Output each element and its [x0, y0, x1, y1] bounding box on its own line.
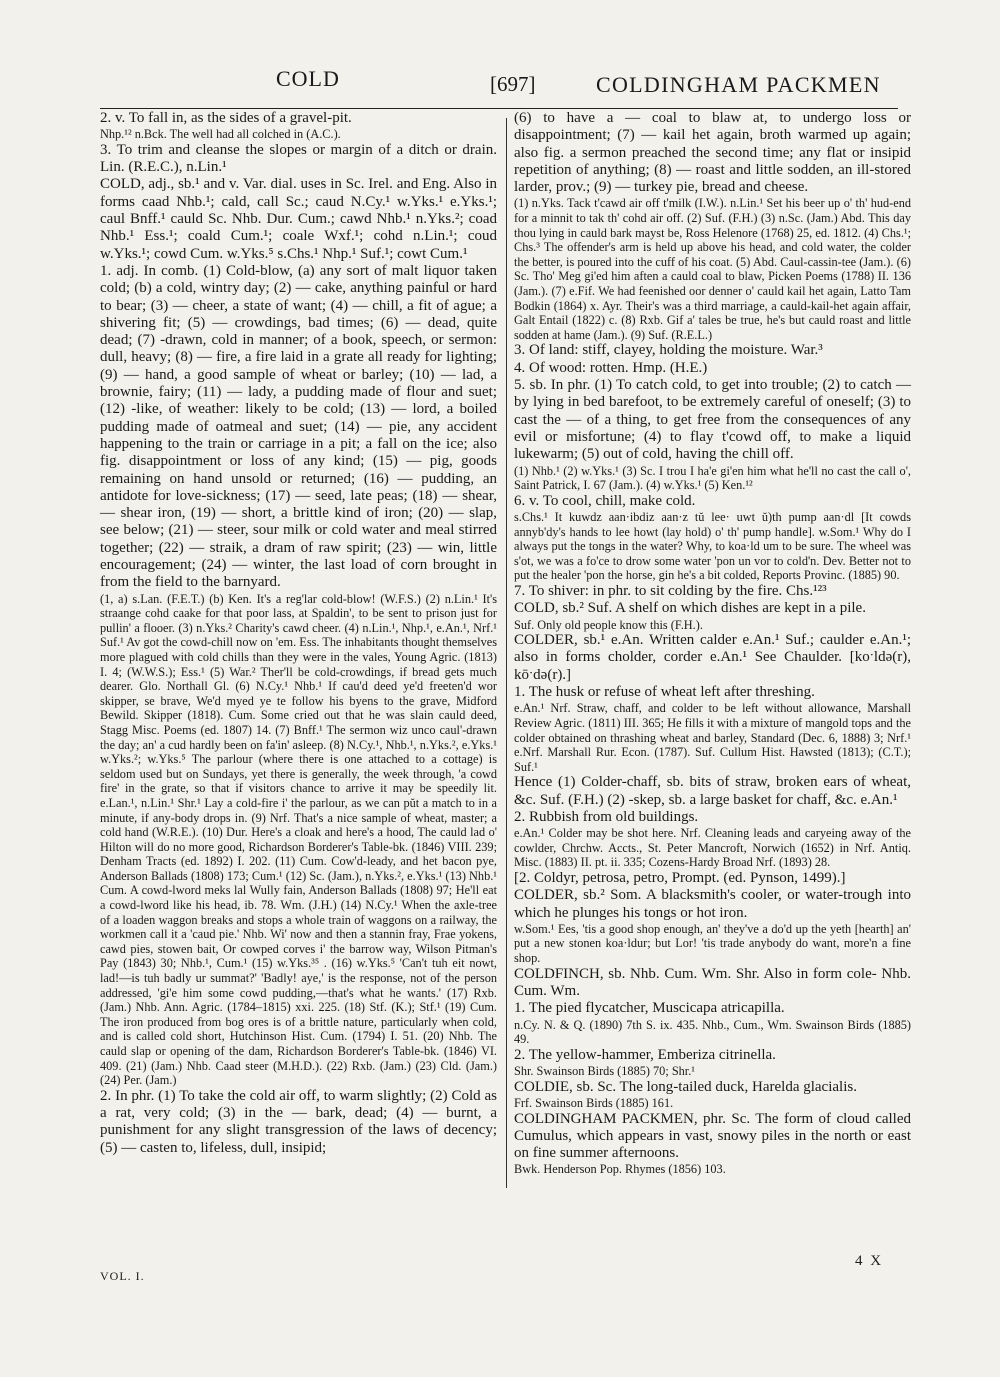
definition-paragraph: 7. To shiver: in phr. to sit colding by the fire. Chs.¹²³ [514, 582, 827, 599]
running-head-right: COLDINGHAM PACKMEN [596, 72, 881, 97]
definition-paragraph: COLDIE, sb. Sc. The long-tailed duck, Harelda glacialis. [514, 1078, 857, 1095]
column-divider [506, 118, 507, 1188]
signature-mark: 4 X [855, 1253, 884, 1269]
citation-paragraph: (1) n.Yks. Tack t'cawd air off t'milk (I.W.). n.Lin.¹ Set his beer up o' th' hud-end for a minnit to tak th' cohd air off. (2) Suf. (F.H.) (3) n.Sc. (Jam.) Abd. This day thou lying in cauld bark mayst be, Ross Helenore (1768) 25, ed. 1812. (4) Chs.¹; Chs.³ The offender's arm is held up above his head, and cold water, the colder the better, is poured into the cuff of his coat. (5) Abd. Caul-cassin-tee (Jam.). (6) Sc. Tho' Meg gi'ed him aften a cauld coal to blaw, Picken Poems (1788) II. 136 (Jam.). (7) e.Fif. We had feenished oor denner o' cauld kail het again, Latto Tam Bodkin (1864) x. Ayr. Their's was a third marriage, a cauld-kail-het again affair, Galt Entail (1822) c. (8) Rxb. Gif a' tales be true, he's but cauld roast and little sodden at hame (Jam.). (9) Suf. (R.E.L.) [514, 196, 911, 342]
definition-paragraph: 6. v. To cool, chill, make cold. [514, 492, 696, 509]
running-head-left: COLD [276, 66, 340, 91]
definition-paragraph: COLD, adj., sb.¹ and v. Var. dial. uses in Sc. Irel. and Eng. Also in forms caad Nhb.¹; cald, call Sc.; caud N.Cy.¹ w.Yks.¹ e.Yks.¹; caul Bnff.¹ cauld Sc. Nhb. Dur. Cum.; cawd Nhb.¹ n.Yks.²; coad Nhb.¹ Ess.¹; coald Cum.¹; coale Wxf.¹; cohd n.Lin.¹; coud w.Yks.¹; cowd Cum. w.Yks.⁵ s.Chs.¹ Nhp.¹ Suf.¹; cowt Cum.¹ [100, 176, 497, 262]
citation-paragraph: Nhp.¹² n.Bck. The well had all colched in (A.C.). [100, 127, 341, 142]
citation-paragraph: Bwk. Henderson Pop. Rhymes (1856) 103. [514, 1162, 726, 1177]
definition-paragraph: COLDFINCH, sb. Nhb. Cum. Wm. Shr. Also in form cole- Nhb. Cum. Wm. [514, 965, 911, 999]
definition-paragraph: 2. v. To fall in, as the sides of a gravel-pit. [100, 110, 352, 126]
definition-paragraph: [2. Coldyr, petrosa, petro, Prompt. (ed. Pynson, 1499).] [514, 869, 846, 886]
right-column [514, 110, 911, 1177]
definition-paragraph: 1. adj. In comb. (1) Cold-blow, (a) any sort of malt liquor taken cold; (b) a cold, wintry day; (2) — cake, anything painful or hard to bear; (3) — cheer, a state of want; (4) — chill, a fit of ague; a shivering fit; (5) — crowdings, bad times; (6) — dead, quite dead; (7) -drawn, cold in manner; of a book, speech, or sermon: dull, heavy; (8) — fire, a fire laid in a grate all ready for lighting; (9) — hand, a good sample of wheat or barley; (10) — lad, a brownie, fairy; (11) — lady, a pudding made of flour and suet; (12) -like, of weather: likely to be cold; (13) — lord, a boiled pudding made of oatmeal and suet; (14) — pie, any accident happening to the train or carriage in a pit; a fall on the ice; also fig. disappointment or loss of any kind; (15) — pig, goods remaining on hand unsold or returned; (16) — pudding, an antidote for love-sickness; (17) — seed, late peas; (18) — shear, — shear iron, (19) — short, a brittle kind of iron; (20) — slap, see below; (21) — steer, sour milk or cold water and meal stirred together; (22) — straik, a dram of raw spirit; (23) — win, little encouragement; (24) — winter, the last load of corn brought in from the field to the barnyard. [100, 262, 497, 591]
citation-paragraph: n.Cy. N. & Q. (1890) 7th S. ix. 435. Nhb., Cum., Wm. Swainson Birds (1885) 49. [514, 1017, 911, 1047]
definition-paragraph: 3. To trim and cleanse the slopes or margin of a ditch or drain. Lin. (R.E.C.), n.Lin.¹ [100, 141, 497, 176]
definition-paragraph: COLDINGHAM PACKMEN, phr. Sc. The form of cloud called Cumulus, which appears in vast, snowy piles in the north or east on fine summer afternoons. [514, 1110, 911, 1162]
volume-label: VOL. I. [100, 1269, 145, 1283]
definition-paragraph: 3. Of land: stiff, clayey, holding the moisture. War.³ [514, 342, 823, 359]
citation-paragraph: e.An.¹ Colder may be shot here. Nrf. Cleaning leads and caryeing away of the cowlder, Chrchw. Accts., St. Peter Mancroft, Norwich (1652) in Nrf. Antiq. Misc. (1883) II. pt. ii. 335; Cozens-Hardy Broad Nrf. (1893) 28. [514, 826, 911, 870]
citation-paragraph: w.Som.¹ Ees, 'tis a good shop enough, an' they've a do'd up the yeth [hearth] an' put a new stonen koa·ldur; but Lor! 'tis trade anybody do want, more'n a fine shop. [514, 921, 911, 966]
definition-paragraph: Hence (1) Colder-chaff, sb. bits of straw, broken ears of wheat, &c. Suf. (F.H.) (2) -skep, sb. a large basket for chaff, &c. e.An.¹ [514, 774, 911, 808]
citation-paragraph: (1, a) s.Lan. (F.E.T.) (b) Ken. It's a reg'lar cold-blow! (W.F.S.) (2) n.Lin.¹ It's straange cohd caake for that poor lass, at Spaldin', to be sent to prison just for pullin' a flooer. (3) n.Yks.² Charity's cawd cheer. (4) n.Lin.¹, Nhp.¹, e.An.¹, Nrf.¹ Suf.¹ Av got the cowd-chill now on 'em. Ess. The inhabitants thought themselves more plagued with cold chills than they were in the vales, Young Agric. (1813) I. 4; (W.W.S.); Ess.¹ (5) War.² Ther'll be cold-crowdings, if bread gets much dearer. Glo. Northall Gl. (6) N.Cy.¹ Nhb.¹ If cau'd deed ye'd freeten'd wor skipper, se brave, We'd myed ye te follow his byens to the grave, Midford Bewild. Skipper (1818). Cum. Some cried out that he was slain cauld deed, Stagg Misc. Poems (ed. 1807) 14. (7) Bnff.¹ The sermon wiz unco caul'-drawn the day; an' a cud hardly been on fa'in' asleep. (8) N.Cy.¹, Nhb.¹, n.Yks.², e.Yks.¹ w.Yks.²; w.Yks.⁵ The parlour (where there is one attached to a cottage) is seldom used but on Sundays, yet there is generally, the week through, 'a cowd fire' in the grate, so that if visitors chance to arrive it may be speedily lit. e.Lan.¹, n.Lin.¹ Shr.¹ Lay a cold-fire i' the parlour, as we can pŭt a match to in a minute, if any-body drops in. (9) Nrf. That's a nice sample of wheat, master; a cold hand (W.R.E.). (10) Dur. Here's a cloak and here's a hood, The cauld lad o' Hilton will do no more good, Richardson Borderer's Table-bk. (1846) VIII. 239; Denham Tracts (ed. 1892) I. 202. (11) Cum. Cow'd-leady, and het bacon pye, Anderson Ballads (1808) 173; Cum.¹ (12) Sc. (Jam.), n.Yks.², e.Yks.¹ (13) Nhb.¹ Cum. A cowd-lword meks lal Wully fain, Anderson Ballads (1808) 97; He'll eat a cowd-lword like his head, ib. 78. Wm. (J.H.) (14) N.Cy.¹ When the axle-tree of a loaden waggon breaks and stops a whole train of waggons on a railway, the workmen call it a 'caud pie.' Nhb. Wi' now and then a stannin fray, Frae yokens, cawd pies, stowen bait, Or cowped corves i' the barrow way, Wilson Pitman's Pay (1843) 30; Nhb.¹, Cum.¹ (15) w.Yks.³⁵ . (16) w.Yks.⁵ 'Can't tuh eit nowt, lad!—is tuh badly ur summat?' 'Badly! aye,' is the response, not of the person addressed, 'gi'e him some cowd pudding,—that's what he wants.' (17) Rxb. (Jam.) Nhb. Ann. Agric. (1784–1815) xxi. 225. (18) Stf. (K.); Stf.¹ (19) Cum. The iron produced from bog ores is of a brittle nature, particularly when cold, and is called cold short, Hutchinson Hist. Cum. (1794) I. 51. (20) Nhb. The cauld slap or opening of the dam, Richardson Borderer's Table-bk. (1846) VI. 409. (21) (Jam.) Nhb. Caad steer (M.H.D.). (22) Rxb. (Jam.) (23) Cld. (Jam.) (24) Per. (Jam.) [100, 591, 497, 1088]
definition-paragraph: 1. The pied flycatcher, Muscicapa atricapilla. [514, 1000, 785, 1017]
citation-paragraph: Frf. Swainson Birds (1885) 161. [514, 1095, 674, 1110]
definition-paragraph: 5. sb. In phr. (1) To catch cold, to get into trouble; (2) to catch — by lying in bed barefoot, to be extremely careful of oneself; (3) to cast the — of a thing, to get free from the consequences of any evil or misfortune; (4) to flay t'cowd off, to make a liquid lukewarm; (5) out of cold, having the chill off. [514, 377, 911, 463]
citation-paragraph: Suf. Only old people know this (F.H.). [514, 617, 703, 632]
definition-paragraph: 4. Of wood: rotten. Hmp. (H.E.) [514, 359, 708, 376]
page-number: [697] [490, 72, 536, 96]
citation-paragraph: Shr. Swainson Birds (1885) 70; Shr.¹ [514, 1064, 695, 1079]
page-header [100, 62, 898, 109]
definition-paragraph: 2. The yellow-hammer, Emberiza citrinella. [514, 1046, 776, 1063]
definition-paragraph: (6) to have a — coal to blaw at, to undergo loss or disappointment; (7) — kail het again, broth warmed up again; also fig. a sermon preached the second time; any flat or insipid repetition of anything; (8) — roast and little sodden, an ill-stored larder, prov.; (9) — turkey pie, bread and cheese. [514, 110, 911, 196]
definition-paragraph: COLD, sb.² Suf. A shelf on which dishes are kept in a pile. [514, 600, 866, 617]
left-column [100, 110, 497, 1157]
citation-paragraph: s.Chs.¹ It kuwdz aan·ibdiz aan·z tŭ lee· uwt ŭ)th pump aan·dl [It cowds annyb'dy's hands to lee howt (lay hold) o' th' pump handle]. w.Som.¹ Why do I always put the tongs in the water? Why, to koa·ld um to be sure. The wheel was s'ot, we was a fo'ce to drow some water 'pon un vor to cold'n. Dev. Better not to put the healer 'pon the horse, gin he's a bit colded, Reports Provinc. (1885) 90. [514, 509, 911, 583]
definition-paragraph: COLDER, sb.² Som. A blacksmith's cooler, or water-trough into which he plunges his tongs or hot iron. [514, 887, 911, 921]
citation-paragraph: e.An.¹ Nrf. Straw, chaff, and colder to be left without allowance, Marshall Review Agric. (1811) III. 365; He fills it with a mixture of mangold tops and the colder obtained on thrashing wheat and barley, Standard (Dec. 6, 1888) 3; Nrf.¹ e.Nrf. Marshall Rur. Econ. (1787). Suf. Cullum Hist. Hawsted (1813); (C.T.); Suf.¹ [514, 701, 911, 774]
definition-paragraph: 2. Rubbish from old buildings. [514, 808, 699, 825]
citation-paragraph: (1) Nhb.¹ (2) w.Yks.¹ (3) Sc. I trou I ha'e gi'en him what he'll no cast the call o', Saint Patrick, I. 67 (Jam.). (4) w.Yks.¹ (5) Ken.¹² [514, 463, 911, 493]
definition-paragraph: 1. The husk or refuse of wheat left after threshing. [514, 684, 815, 701]
definition-paragraph: COLDER, sb.¹ e.An. Written calder e.An.¹ Suf.; caulder e.An.¹; also in forms cholder, corder e.An.¹ See Chaulder. [koˑldə(r), kōˑdə(r).] [514, 632, 911, 683]
definition-paragraph: 2. In phr. (1) To take the cold air off, to warm slightly; (2) Cold as a rat, very cold; (3) in the — bark, dead; (4) — burnt, a punishment for any slight transgression of the laws of decency; (5) — casten to, lifeless, dull, insipid; [100, 1087, 497, 1156]
